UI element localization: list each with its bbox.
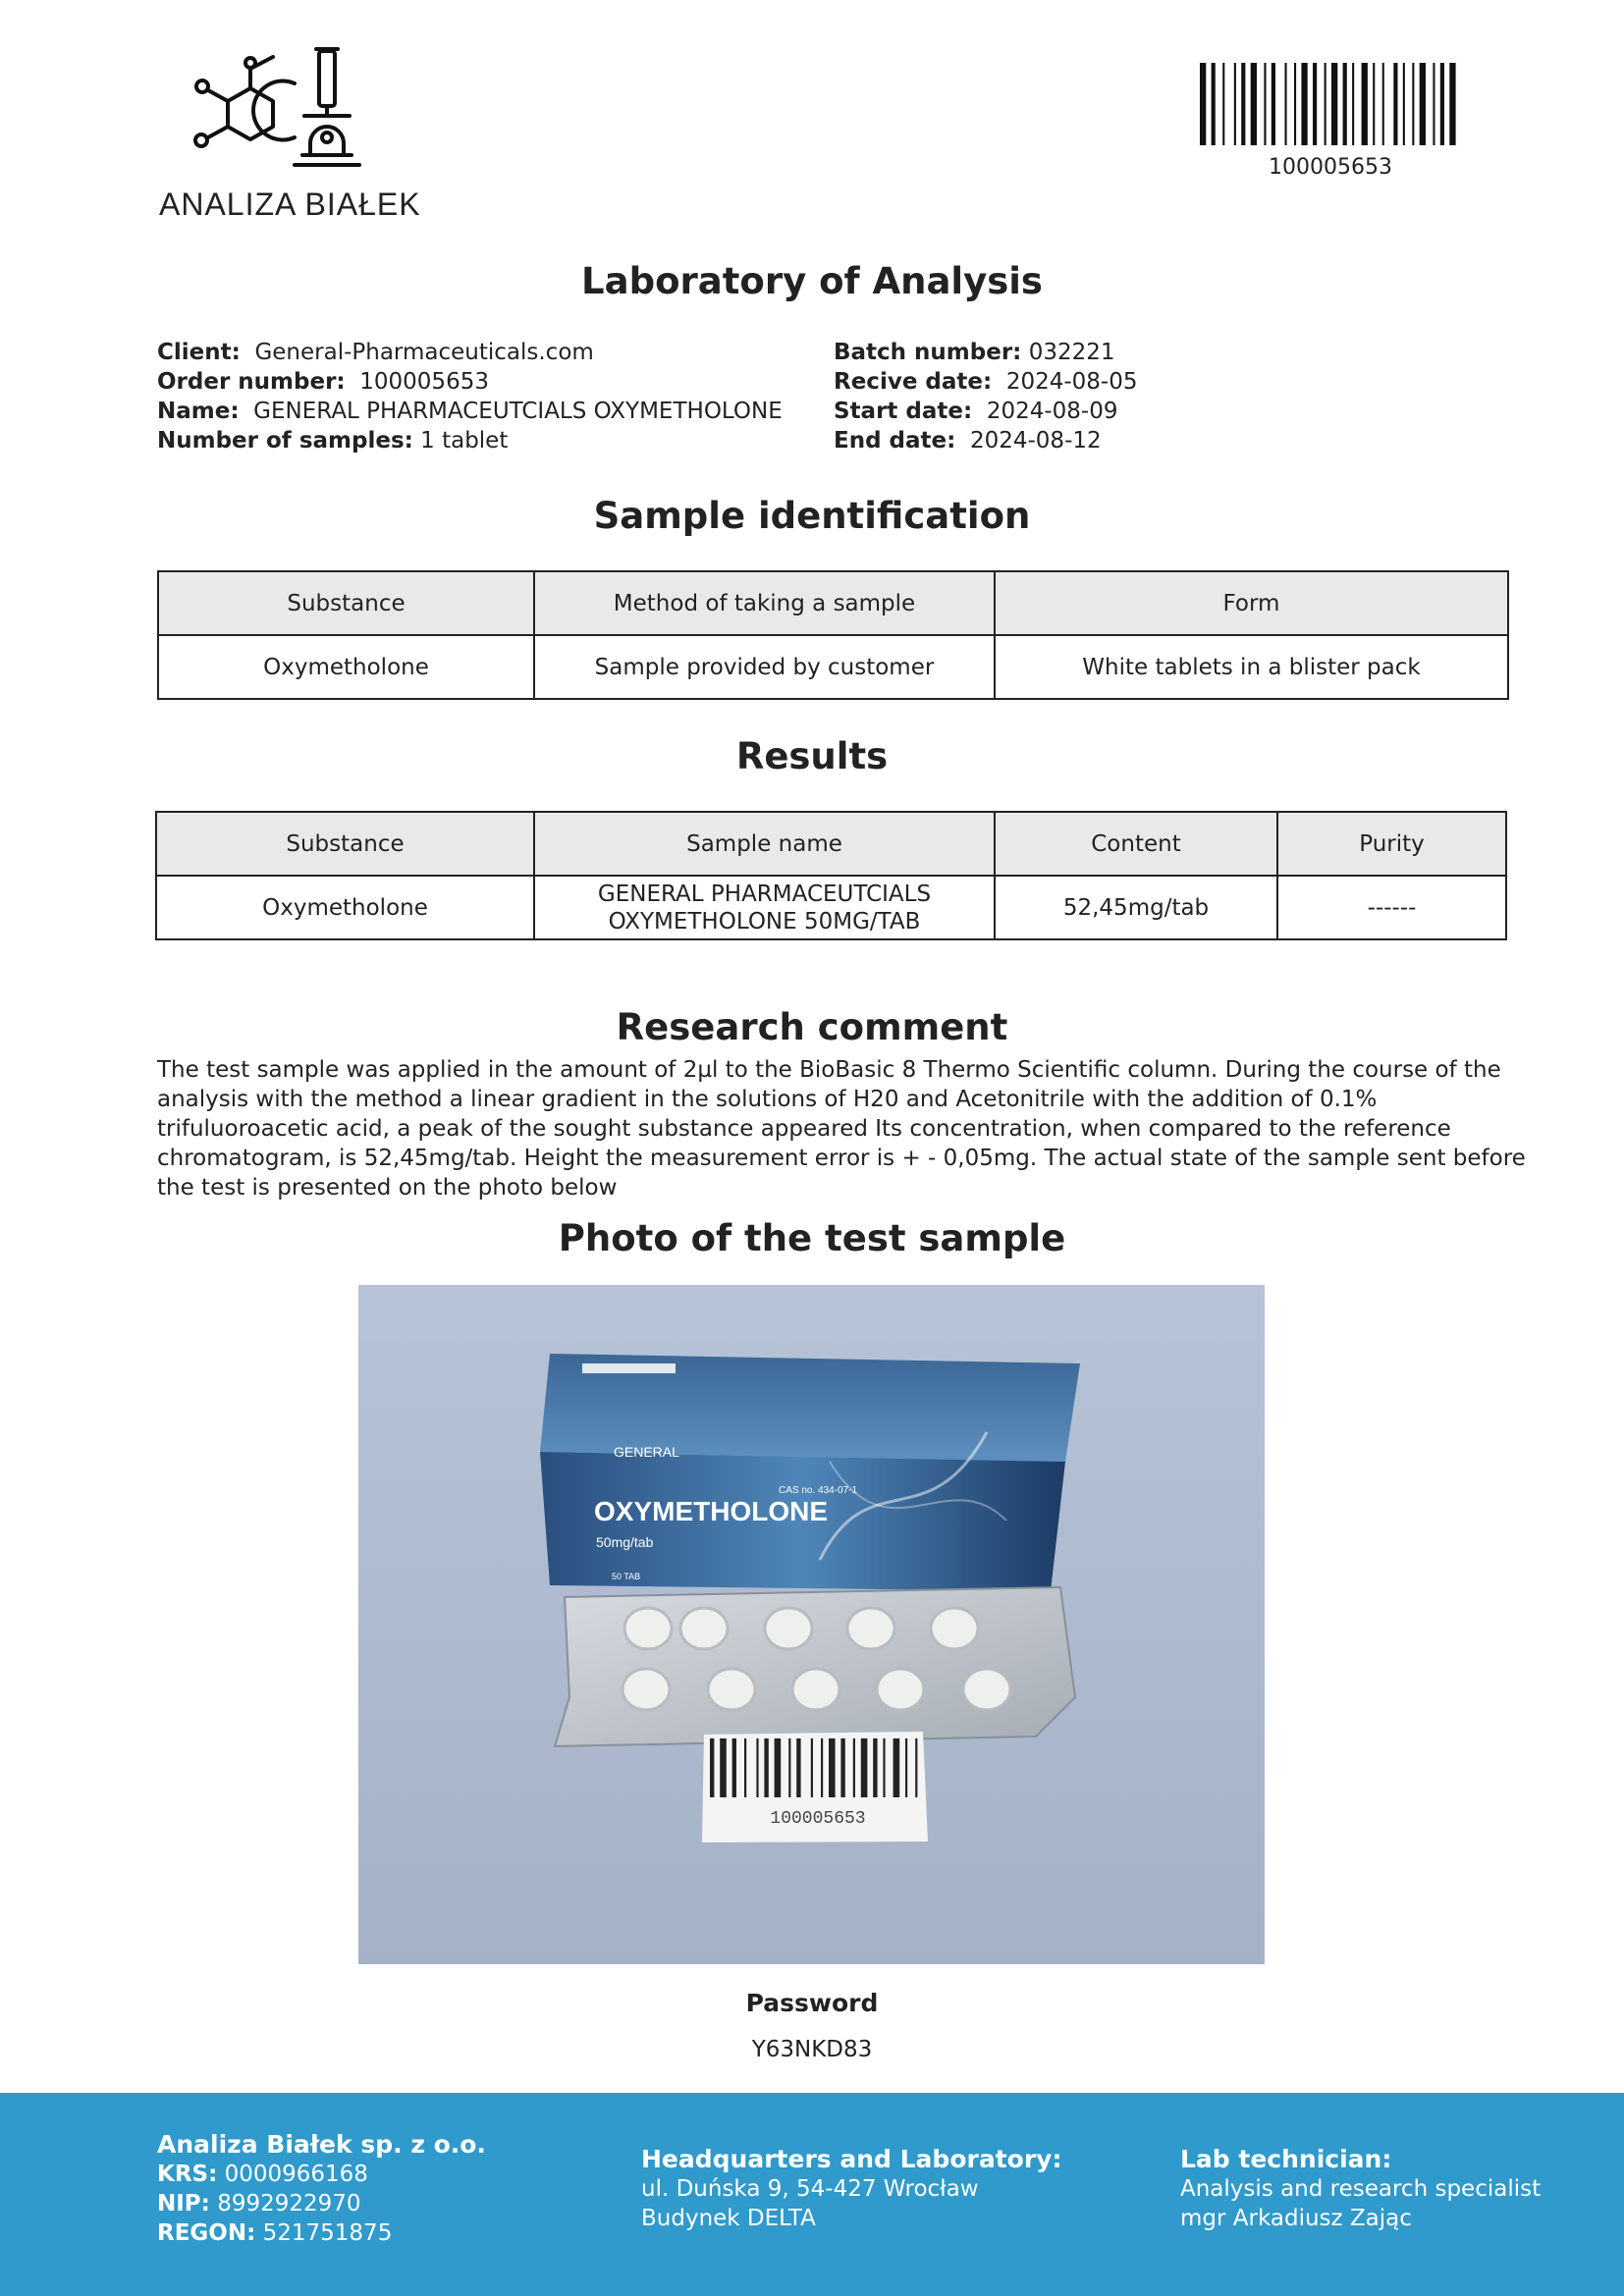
barcode-bar xyxy=(796,1738,800,1797)
barcode-bar xyxy=(1264,63,1266,145)
barcode-number: 100005653 xyxy=(1269,155,1392,180)
logo-text: ANALIZA BIAŁEK xyxy=(159,187,421,222)
table-header-cell: Content xyxy=(995,812,1277,876)
info-samples: Number of samples: 1 tablet xyxy=(157,428,509,454)
password-label: Password xyxy=(745,1989,879,2017)
barcode-bar xyxy=(744,1738,746,1797)
tablet xyxy=(963,1669,1010,1710)
password-value: Y63NKD83 xyxy=(751,2037,873,2062)
company-regon: REGON: 521751875 xyxy=(157,2220,393,2246)
sample-identification-table xyxy=(157,570,1509,700)
barcode-bar xyxy=(720,1738,727,1797)
tech-role: Analysis and research specialist xyxy=(1180,2176,1542,2202)
hq-heading: Headquarters and Laboratory: xyxy=(641,2145,1062,2173)
tablet xyxy=(792,1669,839,1710)
table-row xyxy=(158,635,1508,699)
barcode-bar xyxy=(1412,63,1414,145)
footer-lab-technician xyxy=(1180,2145,1541,2233)
company-krs: KRS: 0000966168 xyxy=(157,2162,368,2187)
info-end-date: End date: 2024-08-12 xyxy=(834,428,1102,454)
photo-barcode-number: 100005653 xyxy=(770,1809,866,1829)
table-header-cell: Form xyxy=(995,571,1508,635)
barcode-bar xyxy=(1222,63,1224,145)
barcode-bar xyxy=(811,1738,813,1797)
info-receive-date: Recive date: 2024-08-05 xyxy=(834,369,1138,395)
order-barcode xyxy=(1198,63,1463,180)
barcode-bar xyxy=(861,1738,868,1797)
barcode-bar xyxy=(840,1738,844,1797)
table-row xyxy=(156,876,1506,939)
barcode-bar xyxy=(1234,63,1236,145)
barcode-bar xyxy=(1382,63,1384,145)
barcode-bar xyxy=(853,1738,855,1797)
barcode-bar xyxy=(1272,63,1275,145)
tablet xyxy=(624,1608,672,1649)
barcode-bar xyxy=(732,1738,736,1797)
company-nip: NIP: 8992922970 xyxy=(157,2191,361,2216)
research-comment-heading: Research comment xyxy=(616,1006,1008,1048)
barcode-bar xyxy=(1449,63,1455,145)
tablet xyxy=(680,1608,728,1649)
barcode-bar xyxy=(1362,63,1368,145)
page-title: Laboratory of Analysis xyxy=(581,260,1043,302)
tablet xyxy=(877,1669,924,1710)
hq-address: ul. Duńska 9, 54-427 Wrocław xyxy=(641,2176,979,2202)
footer xyxy=(0,2093,1624,2296)
info-order-number: Order number: 100005653 xyxy=(157,369,489,395)
table-header-row xyxy=(156,812,1506,876)
molecule-microscope-icon xyxy=(147,39,373,177)
barcode-bar xyxy=(1420,63,1426,145)
barcode-bar xyxy=(1241,63,1245,145)
barcode-bar xyxy=(1352,63,1354,145)
company-name: Analiza Białek sp. z o.o. xyxy=(157,2130,486,2159)
barcode-bar xyxy=(775,1738,782,1797)
barcode-bar xyxy=(1393,63,1397,145)
box-count: 50 TAB xyxy=(612,1572,641,1581)
barcode-bar xyxy=(1440,63,1444,145)
company-logo xyxy=(147,39,442,226)
sample-product-image xyxy=(358,1285,1265,1964)
info-right xyxy=(834,338,1138,455)
barcode-bar xyxy=(1403,63,1405,145)
tablet xyxy=(931,1608,978,1649)
barcode-bar xyxy=(710,1738,714,1797)
table-cell: Sample provided by customer xyxy=(534,635,995,699)
info-batch: Batch number: 032221 xyxy=(834,340,1115,365)
barcode-bar xyxy=(893,1738,900,1797)
barcode-bar xyxy=(1433,63,1435,145)
test-sample-photo xyxy=(358,1285,1265,1964)
barcode-bar xyxy=(829,1738,836,1797)
barcode-bar xyxy=(873,1738,877,1797)
hq-building: Budynek DELTA xyxy=(641,2206,816,2231)
barcode-bar xyxy=(764,1738,768,1797)
table-cell: Oxymetholone xyxy=(156,876,534,939)
tablet xyxy=(847,1608,894,1649)
barcode-bar xyxy=(1343,63,1347,145)
barcode-bar xyxy=(1200,63,1206,145)
results-table xyxy=(155,811,1507,940)
box-product-name: OXYMETHOLONE xyxy=(594,1496,829,1526)
barcode-bar xyxy=(1285,63,1287,145)
barcode-bar xyxy=(1294,63,1296,145)
table-cell: ------ xyxy=(1277,876,1506,939)
tablet xyxy=(623,1669,670,1710)
table-header-cell: Sample name xyxy=(534,812,995,876)
barcode-bar xyxy=(1251,63,1257,145)
table-header-cell: Substance xyxy=(158,571,534,635)
research-comment-text: The test sample was applied in the amount of 2µl to the BioBasic 8 Thermo Scientific column. During the course of the analysis with the method a linear gradient in the solutions of H20 and Acetonitrile with the addition of 0.1% trifuluoroacetic acid, a peak of the sought substance appeared Its concentration, when compared to the reference chromatogram, is 52,45mg/tab. Height the measurement error is + - 0,05mg. The actual state of the sample sent before the test is presented on the photo below xyxy=(157,1057,1526,1201)
footer-headquarters xyxy=(641,2145,1061,2233)
barcode-bar xyxy=(788,1738,790,1797)
barcode-bar xyxy=(915,1738,917,1797)
tablet xyxy=(708,1669,755,1710)
barcode-bar xyxy=(1212,63,1216,145)
barcode-bar xyxy=(1373,63,1375,145)
sample-identification-heading: Sample identification xyxy=(593,495,1031,537)
info-client: Client: General-Pharmaceuticals.com xyxy=(157,340,594,365)
barcode-bar xyxy=(1301,63,1307,145)
table-cell: 52,45mg/tab xyxy=(995,876,1277,939)
barcode-bar xyxy=(821,1738,823,1797)
photo-heading: Photo of the test sample xyxy=(558,1217,1066,1259)
box-cas: CAS no. 434-07-1 xyxy=(779,1485,858,1496)
box-dose: 50mg/tab xyxy=(596,1534,654,1550)
box-brand: GENERAL xyxy=(614,1444,679,1460)
barcode-bar xyxy=(883,1738,885,1797)
table-header-cell: Substance xyxy=(156,812,534,876)
barcode-bar xyxy=(1313,63,1317,145)
table-cell: GENERAL PHARMACEUTCIALS OXYMETHOLONE 50MG/TAB xyxy=(534,876,995,939)
footer-company xyxy=(157,2130,486,2248)
barcode-bar xyxy=(905,1738,907,1797)
table-header-cell: Purity xyxy=(1277,812,1506,876)
tech-heading: Lab technician: xyxy=(1180,2145,1392,2173)
info-start-date: Start date: 2024-08-09 xyxy=(834,399,1118,424)
barcode-icon xyxy=(1198,63,1463,145)
barcode-bar xyxy=(1325,63,1326,145)
table-header-row xyxy=(158,571,1508,635)
table-cell: White tablets in a blister pack xyxy=(995,635,1508,699)
barcode-bar xyxy=(1331,63,1337,145)
tech-name: mgr Arkadiusz Zając xyxy=(1180,2206,1412,2231)
table-header-cell: Method of taking a sample xyxy=(534,571,995,635)
info-left xyxy=(157,338,783,455)
results-heading: Results xyxy=(735,735,889,777)
barcode-bar xyxy=(756,1738,758,1797)
tablet xyxy=(765,1608,812,1649)
info-name: Name: GENERAL PHARMACEUTCIALS OXYMETHOLONE xyxy=(157,399,783,424)
table-cell: Oxymetholone xyxy=(158,635,534,699)
